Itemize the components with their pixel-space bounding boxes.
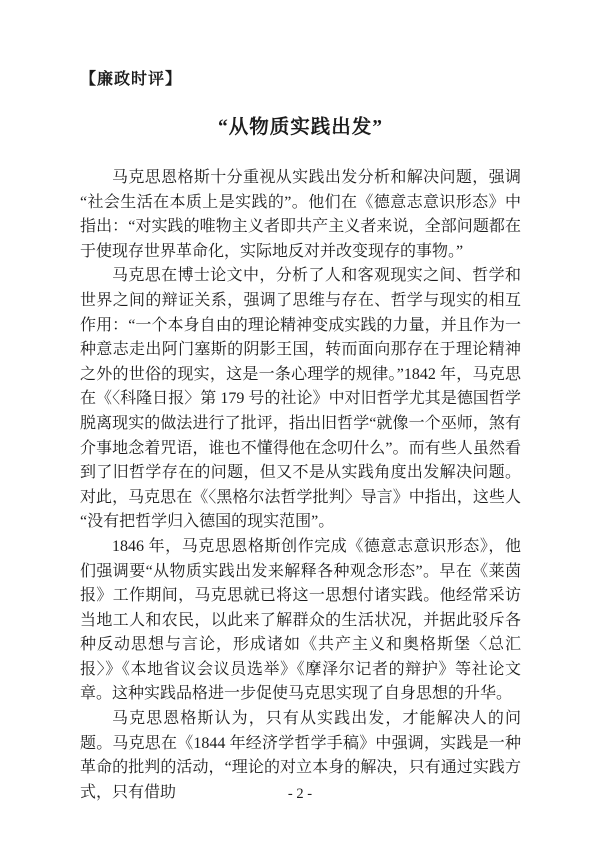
document-section-label: 【廉政时评】 <box>80 71 183 88</box>
document-title: “从物质实践出发” <box>217 117 383 138</box>
paragraph: 马克思在博士论文中，分析了人和客观现实之间、哲学和世界之间的辩证关系，强调了思维与存在、哲学与现实的相互作用：“一个本身自由的理论精神变成实践的力量，并且作为一种意志走出阿门塞斯的阴影王国，转而面向那存在于理论精神之外的世俗的现实，这是一条心理学的规律。”1842 年，马克思在《〈科隆日报〉第 179 号的社论》中对旧哲学尤其是德国哲学脱离现实的做法进行了批评，指出旧哲学“就像一个巫师，煞有介事地念着咒语，谁也不懂得他在念叨什么”。而有些人虽然看到了旧哲学存在的问题，但又不是从实践角度出发解决问题。对此，马克思在《〈黑格尔法哲学批判〉导言》中指出，这些人“没有把哲学归入德国的现实范围”。 <box>80 267 521 531</box>
paragraph: 马克思恩格斯十分重视从实践出发分析和解决问题，强调“社会生活在本质上是实践的”。他们在《德意志意识形态》中指出：“对实践的唯物主义者即共产主义者来说，全部问题都在于使现存世界革命化，实际地反对并改变现存的事物。” <box>80 169 521 260</box>
document-body <box>80 166 521 805</box>
page-number: - 2 - <box>287 786 313 802</box>
paragraph: 马克思恩格斯认为，只有从实践出发，才能解决人的问题。马克思在《1844 年经济学哲学手稿》中强调，实践是一种革命的批判的活动，“理论的对立本身的解决，只有通过实践方式，只有借助 <box>80 710 521 801</box>
paragraph: 1846 年，马克思恩格斯创作完成《德意志意识形态》，他们强调要“从物质实践出发来解释各种观念形态”。早在《莱茵报》工作期间，马克思就已将这一思想付诸实践。他经常采访当地工人和农民，以此来了解群众的生活状况，并据此驳斥各种反动思想与言论，形成诸如《共产主义和奥格斯堡〈总汇报〉》《本地省议会议员选举》《摩泽尔记者的辩护》等社论文章。这种实践品格进一步促使马克思实现了自身思想的升华。 <box>80 537 521 703</box>
